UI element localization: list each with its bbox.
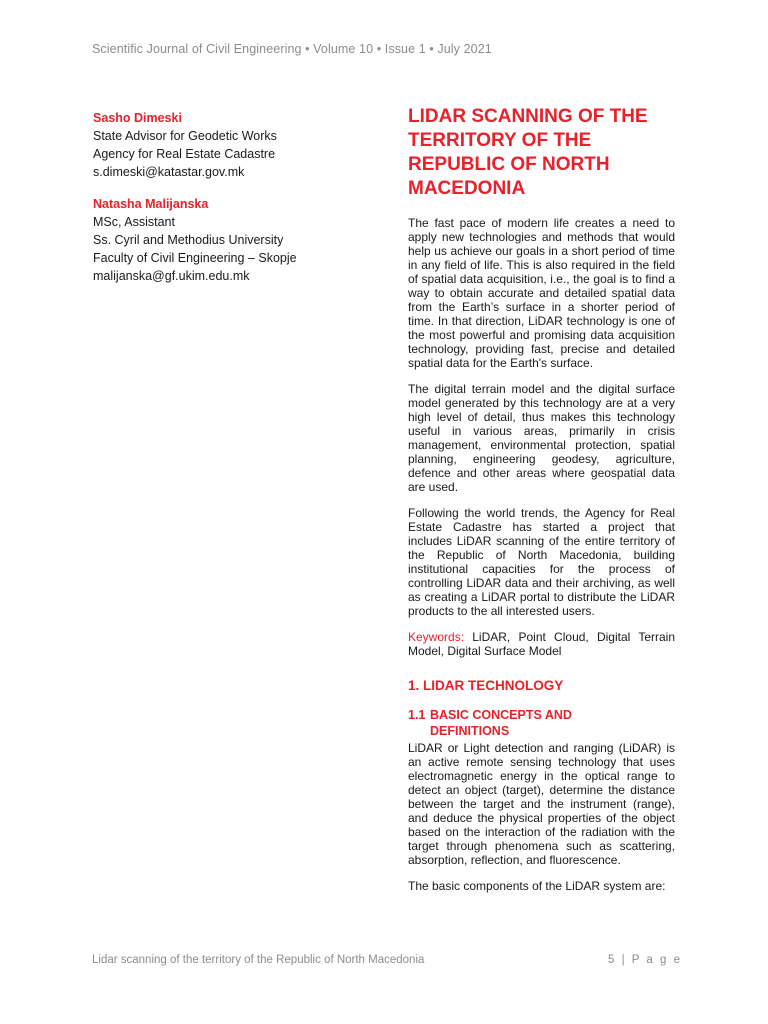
body-paragraph: The basic components of the LiDAR system are:	[408, 879, 666, 893]
author-position: State Advisor for Geodetic Works	[93, 129, 277, 143]
subsection-number: 1.1	[408, 708, 426, 722]
subsection-heading	[408, 707, 675, 739]
author-email: s.dimeski@katastar.gov.mk	[93, 165, 245, 179]
author-name: Sasho Dimeski	[93, 111, 182, 125]
author-list	[93, 109, 343, 299]
journal-header: Scientific Journal of Civil Engineering • Volume 10 • Issue 1 • July 2021	[92, 42, 492, 56]
author-email: malijanska@gf.ukim.edu.mk	[93, 269, 250, 283]
footer-running-title: Lidar scanning of the territory of the Republic of North Macedonia	[92, 954, 425, 966]
main-column	[408, 105, 675, 905]
keywords	[408, 630, 675, 658]
paper-title: LIDAR SCANNING OF THE TERRITORY OF THE REPUBLIC OF NORTH MACEDONIA	[408, 106, 648, 199]
author-block	[93, 109, 343, 181]
body-paragraph: LiDAR or Light detection and ranging (LiDAR) is an active remote sensing technology that uses electromagnetic energy in the optical range to detect an object (target), determine the distance between the target and the instrument (range), and deduce the physical properties of the object based on the interaction of the radiation with the target through phenomena such as scattering, absorption, reflection, and fluorescence.	[408, 741, 675, 867]
keywords-text: LiDAR, Point Cloud, Digital Terrain Model, Digital Surface Model	[408, 630, 675, 658]
author-block	[93, 195, 343, 285]
subsection-title-line1: BASIC CONCEPTS AND	[430, 708, 572, 722]
subsection-title-line2: DEFINITIONS	[430, 724, 510, 738]
abstract-paragraph: The digital terrain model and the digital surface model generated by this technology are at a very high level of detail, thus makes this technology useful in various areas, primarily in crisis management, environmental protection, spatial planning, engineering geodesy, agriculture, defence and other areas where geospatial data are used.	[408, 382, 675, 494]
keywords-label: Keywords:	[408, 630, 465, 644]
author-position: MSc, Assistant	[93, 215, 175, 229]
abstract-paragraph: Following the world trends, the Agency for Real Estate Cadastre has started a project that includes LiDAR scanning of the entire territory of the Republic of North Macedonia, building institutional capacities for the process of controlling LiDAR data and their archiving, as well as creating a LiDAR portal to distribute the LiDAR products to the all interested users.	[408, 506, 675, 618]
author-faculty: Faculty of Civil Engineering – Skopje	[93, 251, 297, 265]
page-number: 5 | P a g e	[608, 954, 683, 966]
abstract-paragraph: The fast pace of modern life creates a need to apply new technologies and methods that would help us achieve our goals in a short period of time in any field of life. This is also required in the field of spatial data acquisition, i.e., the goal is to find a way to obtain accurate and detailed spatial data from the Earth’s surface in a shorter period of time. In that direction, LiDAR technology is one of the most powerful and promising data acquisition technology, providing fast, precise and detailed spatial data for the Earth's surface.	[408, 216, 675, 370]
author-affiliation: Ss. Cyril and Methodius University	[93, 233, 284, 247]
author-name: Natasha Malijanska	[93, 197, 209, 211]
author-affiliation: Agency for Real Estate Cadastre	[93, 147, 276, 161]
section-heading: 1. LIDAR TECHNOLOGY	[408, 678, 564, 693]
